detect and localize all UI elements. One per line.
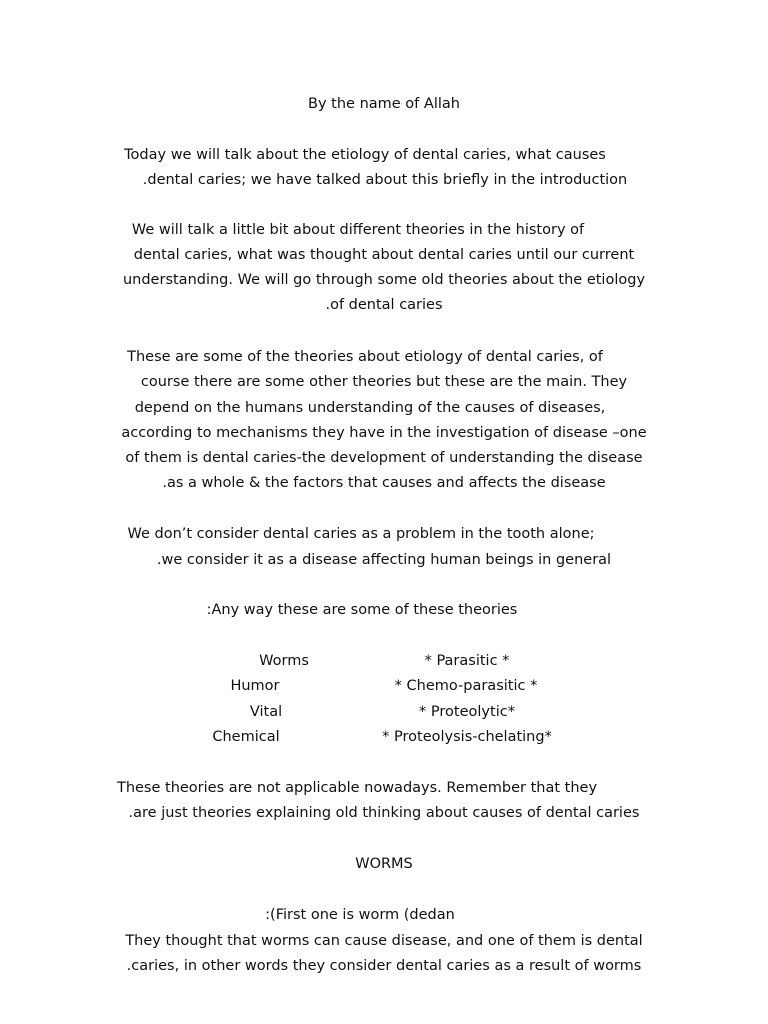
paragraph-line: We don’t consider dental caries as a problem in the tooth alone; [127, 526, 595, 542]
theory-type: * Chemo-parasitic * [394, 678, 538, 694]
theory-name: Vital [249, 704, 283, 720]
paragraph-line: .caries, in other words they consider dental caries as a result of worms [126, 958, 642, 974]
paragraph-line: depend on the humans understanding of the causes of diseases, [134, 400, 606, 416]
theory-name: Worms [259, 653, 309, 669]
theory-name: Chemical [212, 729, 280, 745]
paragraph-line: course there are some other theories but these are the main. They [140, 374, 628, 390]
section-heading: WORMS [355, 856, 413, 872]
paragraph-line: These theories are not applicable nowadays. Remember that they [116, 780, 598, 796]
theory-type: * Proteolysis-chelating* [382, 729, 552, 745]
theory-name: Humor [230, 678, 280, 694]
paragraph-line: These are some of the theories about etiology of dental caries, of [127, 349, 603, 365]
paragraph-line: understanding. We will go through some old theories about the etiology [122, 272, 646, 288]
paragraph-line: Today we will talk about the etiology of dental caries, what causes [124, 147, 606, 163]
paragraph-line: .dental caries; we have talked about this briefly in the introduction [142, 172, 628, 188]
paragraph-line: .as a whole & the factors that causes and affects the disease [162, 475, 606, 491]
document-title: By the name of Allah [308, 96, 460, 112]
paragraph-line: of them is dental caries-the development of understanding the disease [125, 450, 643, 466]
paragraph-line: .are just theories explaining old thinking about causes of dental caries [128, 805, 640, 821]
paragraph-line: .we consider it as a disease affecting human beings in general [156, 552, 612, 568]
paragraph-line: according to mechanisms they have in the investigation of disease –one [121, 425, 647, 441]
paragraph-line: They thought that worms can cause disease, and one of them is dental [125, 933, 643, 949]
paragraph-line: dental caries, what was thought about dental caries until our current [133, 247, 635, 263]
theories-intro: :Any way these are some of these theories [206, 602, 518, 618]
subheading: :(First one is worm (dedan [265, 907, 455, 923]
theory-type: * Proteolytic* [419, 704, 515, 720]
theory-type: * Parasitic * [424, 653, 510, 669]
paragraph-line: We will talk a little bit about different theories in the history of [131, 222, 585, 238]
paragraph-line: .of dental caries [325, 297, 443, 313]
